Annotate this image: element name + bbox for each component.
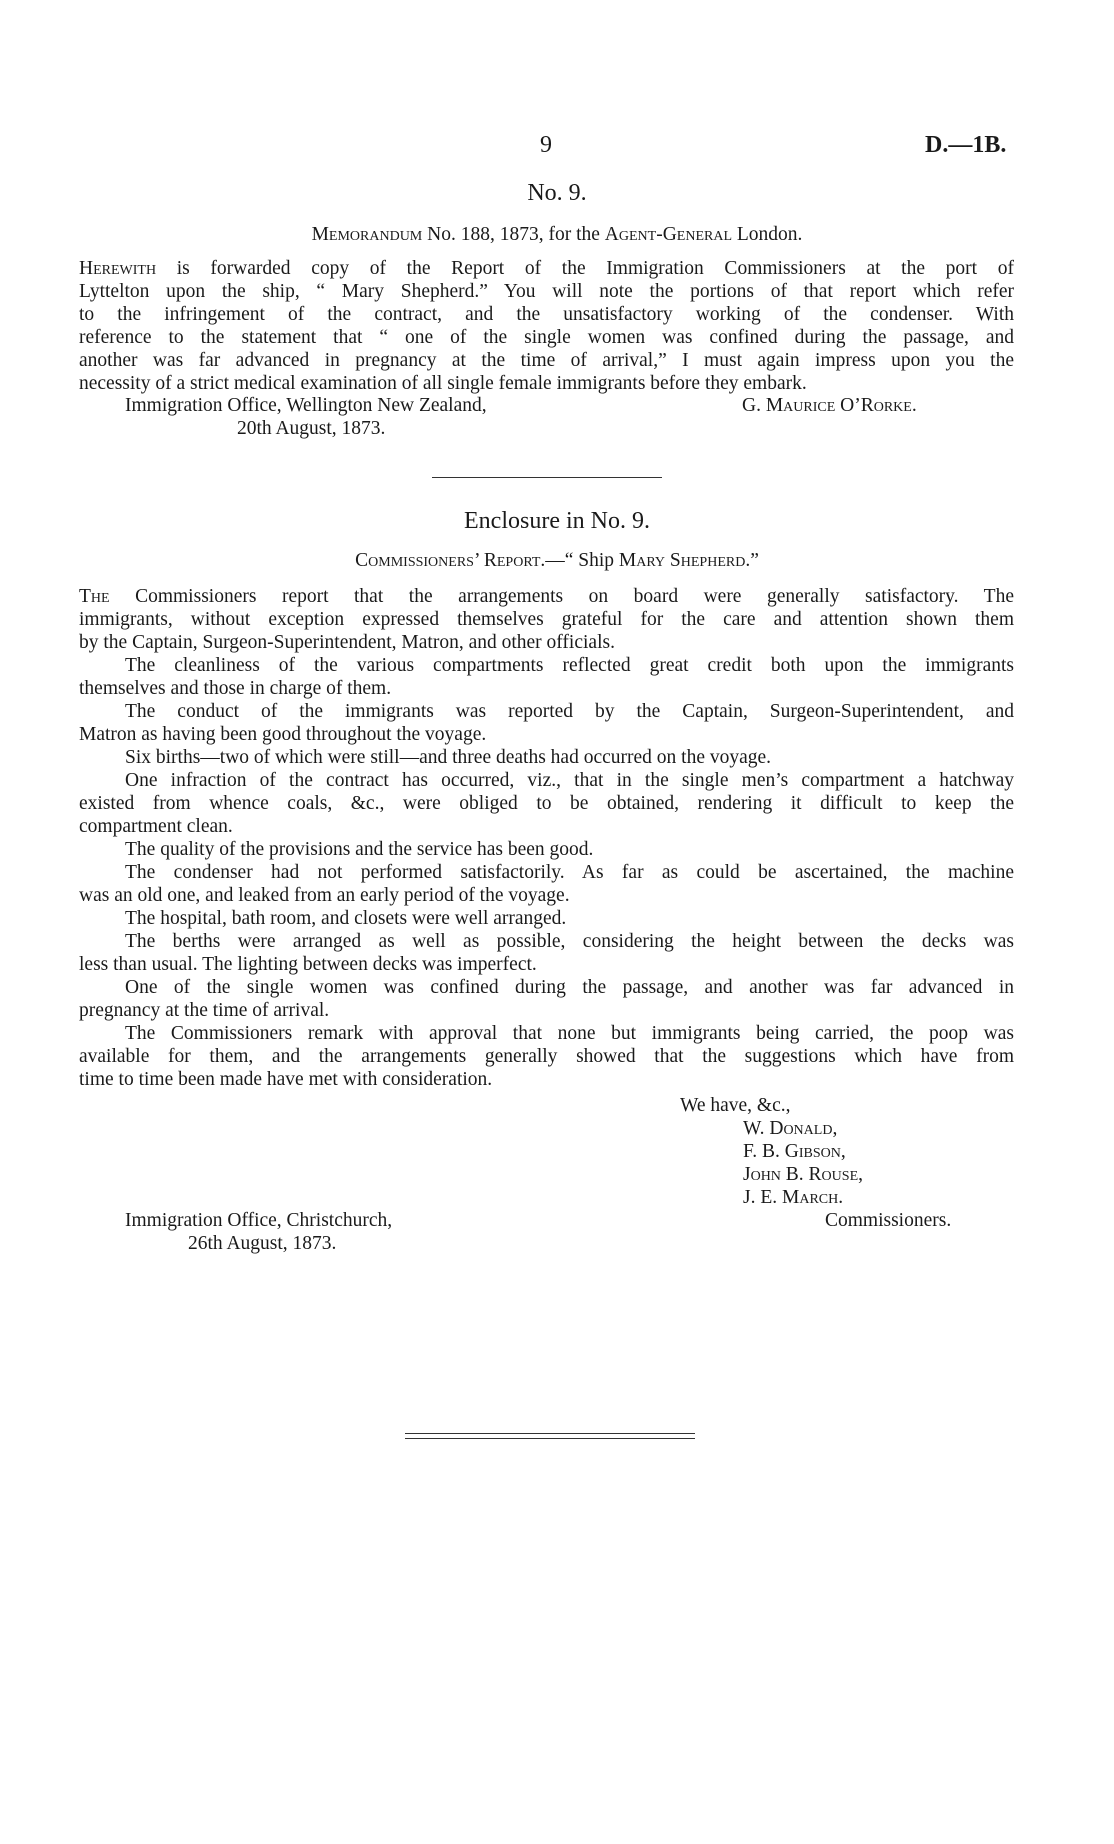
- enclosure-line-text: The berths were arranged as well as possible, considering the height between the decks was: [125, 931, 1014, 952]
- signatory: John B. Rouse,: [743, 1164, 863, 1185]
- enclosure-line-text: Six births—two of which were still—and three deaths had occurred on the voyage.: [125, 747, 772, 768]
- enclosure-line: [125, 654, 1014, 677]
- memo-line: [79, 372, 1014, 395]
- memo-line-text: another was far advanced in pregnancy at the time of arrival,” I must again impress upon you the: [79, 350, 1014, 371]
- enclosure-line-text: The hospital, bath room, and closets were well arranged.: [125, 908, 567, 929]
- enclosure-line: [79, 677, 1014, 700]
- enclosure-line-text: available for them, and the arrangements generally showed that the suggestions which have from: [79, 1046, 1014, 1067]
- memo-number-heading: No. 9.: [527, 180, 587, 206]
- enclosure-date: 26th August, 1873.: [188, 1233, 337, 1254]
- enclosure-subheading-part2: .—“ Ship: [540, 550, 619, 571]
- signatory: J. E. March.: [743, 1187, 844, 1208]
- enclosure-subheading-part1: Commissioners’ Report: [355, 550, 541, 571]
- enclosure-subheading-part4: .”: [745, 550, 759, 571]
- memo-signature: G. Maurice O’Rorke.: [742, 395, 917, 416]
- memo-line-text: reference to the statement that “ one of the single women was confined during the passage, and: [79, 327, 1014, 348]
- enclosure-line: [125, 700, 1014, 723]
- enclosure-line: [125, 930, 1014, 953]
- enclosure-subheading: [0, 550, 1114, 572]
- memo-line-lead: Herewith: [79, 258, 157, 279]
- memo-line: [79, 280, 1014, 303]
- enclosure-line: [125, 1022, 1014, 1045]
- enclosure-line-lead: The: [79, 586, 110, 607]
- memo-office: Immigration Office, Wellington New Zealand,: [125, 395, 487, 416]
- memo-subheading-part4: London.: [732, 224, 803, 245]
- memo-line-text: to the infringement of the contract, and the unsatisfactory working of the condenser. With: [79, 304, 1014, 325]
- enclosure-line: [79, 585, 1014, 608]
- signatory: W. Donald,: [743, 1118, 838, 1139]
- memo-subheading: [0, 224, 1114, 246]
- end-rule-top: [405, 1433, 695, 1434]
- enclosure-line-text: was an old one, and leaked from an early period of the voyage.: [79, 885, 570, 906]
- enclosure-line: [79, 723, 1014, 746]
- enclosure-line-text: The quality of the provisions and the service has been good.: [125, 839, 594, 860]
- enclosure-line: [125, 907, 1014, 930]
- enclosure-line-text: by the Captain, Surgeon-Superintendent, Matron, and other officials.: [79, 632, 615, 653]
- memo-line: [79, 326, 1014, 349]
- commissioners-title: Commissioners.: [825, 1210, 952, 1231]
- memo-subheading-part3: Agent-General: [604, 224, 732, 245]
- enclosure-line-text: One infraction of the contract has occurred, viz., that in the single men’s compartment a hatchway: [125, 770, 1014, 791]
- enclosure-line-text: Matron as having been good throughout the voyage.: [79, 724, 487, 745]
- memo-line: [79, 257, 1014, 280]
- memo-line-text: necessity of a strict medical examination of all single female immigrants before they embark.: [79, 373, 807, 394]
- enclosure-line-text: The cleanliness of the various compartments reflected great credit both upon the immigrants: [125, 655, 1014, 676]
- enclosure-subheading-part3: Mary Shepherd: [618, 550, 746, 571]
- enclosure-line-text: immigrants, without exception expressed themselves grateful for the care and attention shown them: [79, 609, 1014, 630]
- memo-line: [79, 303, 1014, 326]
- memo-subheading-part2: No. 188, 1873, for the: [422, 224, 605, 245]
- enclosure-line-text: less than usual. The lighting between decks was imperfect.: [79, 954, 537, 975]
- enclosure-line-text: pregnancy at the time of arrival.: [79, 1000, 330, 1021]
- enclosure-line-text: themselves and those in charge of them.: [79, 678, 392, 699]
- section-divider: [432, 477, 662, 478]
- page-number: 9: [540, 132, 552, 158]
- enclosure-line-text: The condenser had not performed satisfactorily. As far as could be ascertained, the machine: [125, 862, 1014, 883]
- enclosure-line-text: time to time been made have met with consideration.: [79, 1069, 493, 1090]
- enclosure-line-text: existed from whence coals, &c., were obliged to be obtained, rendering it difficult to keep the: [79, 793, 1014, 814]
- enclosure-line-text: The Commissioners remark with approval that none but immigrants being carried, the poop was: [125, 1023, 1014, 1044]
- enclosure-line: [79, 792, 1014, 815]
- memo-subheading-part1: Memorandum: [311, 224, 423, 245]
- enclosure-line-text: One of the single women was confined during the passage, and another was far advanced in: [125, 977, 1014, 998]
- enclosure-office: Immigration Office, Christchurch,: [125, 1210, 393, 1231]
- signatory: F. B. Gibson,: [743, 1141, 846, 1162]
- enclosure-line: [125, 838, 1014, 861]
- enclosure-line: [125, 769, 1014, 792]
- memo-line-text: is forwarded copy of the Report of the Immigration Commissioners at the port of: [156, 258, 1014, 279]
- enclosure-line: [79, 631, 1014, 654]
- enclosure-line: [79, 608, 1014, 631]
- document-reference: D.—1B.: [925, 132, 1007, 158]
- enclosure-heading: Enclosure in No. 9.: [464, 508, 650, 534]
- enclosure-line: [79, 884, 1014, 907]
- end-rule-bottom: [405, 1438, 695, 1439]
- memo-date: 20th August, 1873.: [237, 418, 386, 439]
- memo-line-text: Lyttelton upon the ship, “ Mary Shepherd.” You will note the portions of that report which refer: [79, 281, 1014, 302]
- enclosure-line: [79, 953, 1014, 976]
- enclosure-line-text: The conduct of the immigrants was reported by the Captain, Surgeon-Superintendent, and: [125, 701, 1014, 722]
- enclosure-line: [79, 1068, 1014, 1091]
- enclosure-line: [125, 746, 1014, 769]
- enclosure-line: [79, 815, 1014, 838]
- enclosure-line: [125, 976, 1014, 999]
- enclosure-line-text: compartment clean.: [79, 816, 233, 837]
- enclosure-line: [125, 861, 1014, 884]
- enclosure-line-text: Commissioners report that the arrangements on board were generally satisfactory. The: [109, 586, 1014, 607]
- enclosure-line: [79, 1045, 1014, 1068]
- enclosure-line: [79, 999, 1014, 1022]
- closing-salutation: We have, &c.,: [680, 1095, 791, 1116]
- memo-line: [79, 349, 1014, 372]
